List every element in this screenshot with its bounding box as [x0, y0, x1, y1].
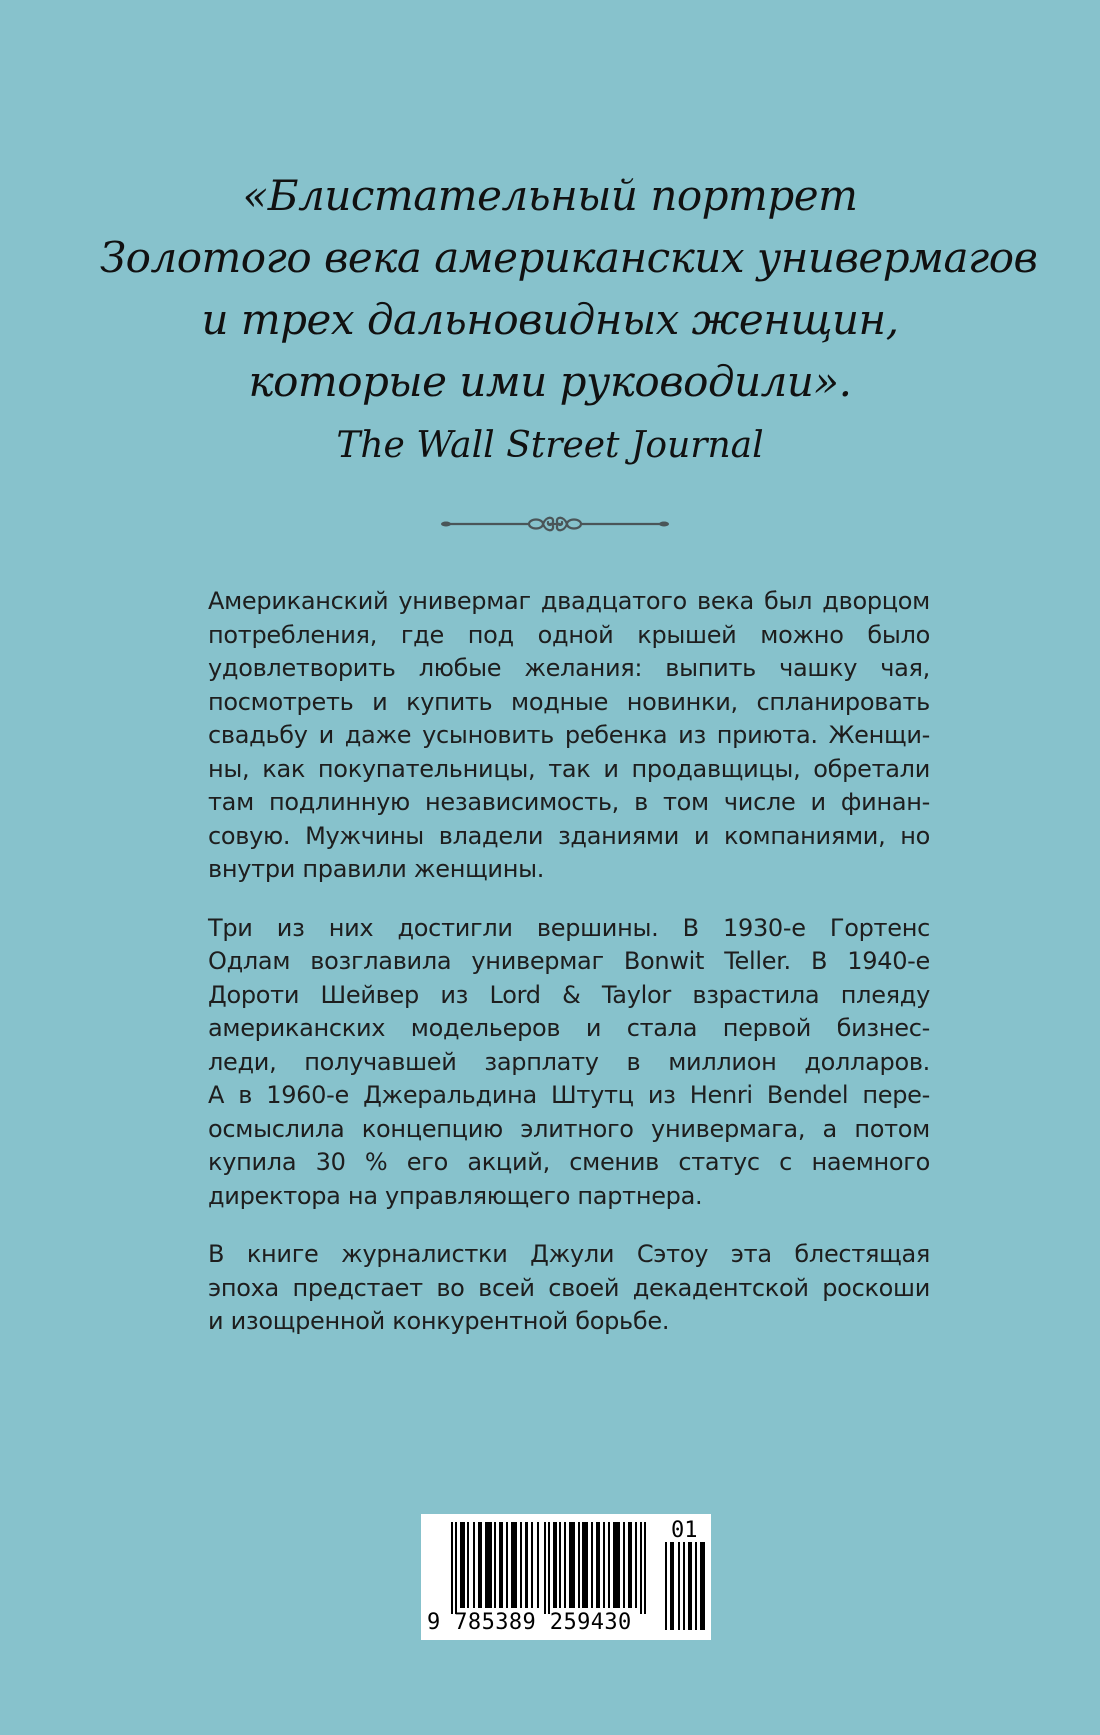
text-line: и изощренной конкурентной борьбе.: [208, 1307, 670, 1335]
isbn-barcode: [421, 1514, 711, 1640]
quote-source: The Wall Street Journal: [336, 425, 764, 466]
text-line: А в 1960-е Джеральдина Штутц из Henri Bendel пере-: [208, 1081, 930, 1109]
text-line: внутри правили женщины.: [208, 855, 545, 883]
isbn-addon-number: 01: [671, 1518, 698, 1543]
quote-line: которые ими руководили».: [248, 357, 852, 406]
book-description: [208, 585, 930, 1364]
text-line: Дороти Шейвер из Lord & Taylor взрастила плеяду: [208, 980, 930, 1009]
text-line: американских модельеров и стала первой бизнес-: [208, 1014, 930, 1042]
quote-line: и трех дальновидных женщин,: [201, 295, 899, 344]
text-line: свадьбу и даже усыновить ребенка из приюта. Женщи-: [208, 721, 930, 749]
text-line: Американский универмаг двадцатого века был дворцом: [208, 587, 930, 615]
quote-line: Золотого века американских универмагов: [100, 233, 1038, 282]
text-line: Одлам возглавила универмаг Bonwit Teller. В 1940-е: [208, 947, 930, 975]
text-line: В книге журналистки Джули Сэтоу эта блестящая: [208, 1240, 930, 1268]
text-line: леди, получавшей зарплату в миллион долларов.: [208, 1047, 930, 1076]
isbn-number: 9 785389 259430: [427, 1610, 632, 1635]
barcode-addon-bars-icon: [665, 1542, 707, 1630]
text-line: посмотреть и купить модные новинки, спланировать: [208, 687, 930, 716]
text-line: совую. Мужчины владели зданиями и компаниями, но: [208, 821, 930, 850]
text-line: купила 30 % его акций, сменив статус с наемного: [208, 1148, 930, 1176]
text-line: осмыслила концепцию элитного универмага, а потом: [208, 1114, 930, 1143]
description-paragraph: [208, 1238, 930, 1339]
text-line: там подлинную независимость, в том числе и финан-: [208, 788, 930, 816]
text-line: потребления, где под одной крышей можно было: [208, 620, 930, 649]
review-quote: [100, 165, 1038, 413]
description-paragraph: [208, 585, 930, 887]
text-line: эпоха предстает во всей своей декадентской роскоши: [208, 1273, 930, 1302]
text-line: удовлетворить любые желания: выпить чашку чая,: [208, 654, 930, 682]
scroll-divider-icon: [440, 512, 670, 536]
description-paragraph: [208, 912, 930, 1214]
quote-line: «Блистательный портрет: [242, 171, 858, 220]
text-line: директора на управляющего партнера.: [208, 1181, 703, 1210]
barcode-bars-icon: [451, 1522, 651, 1614]
text-line: ны, как покупательницы, так и продавщицы, обретали: [208, 754, 930, 783]
text-line: Три из них достигли вершины. В 1930-е Гортенс: [208, 913, 930, 942]
